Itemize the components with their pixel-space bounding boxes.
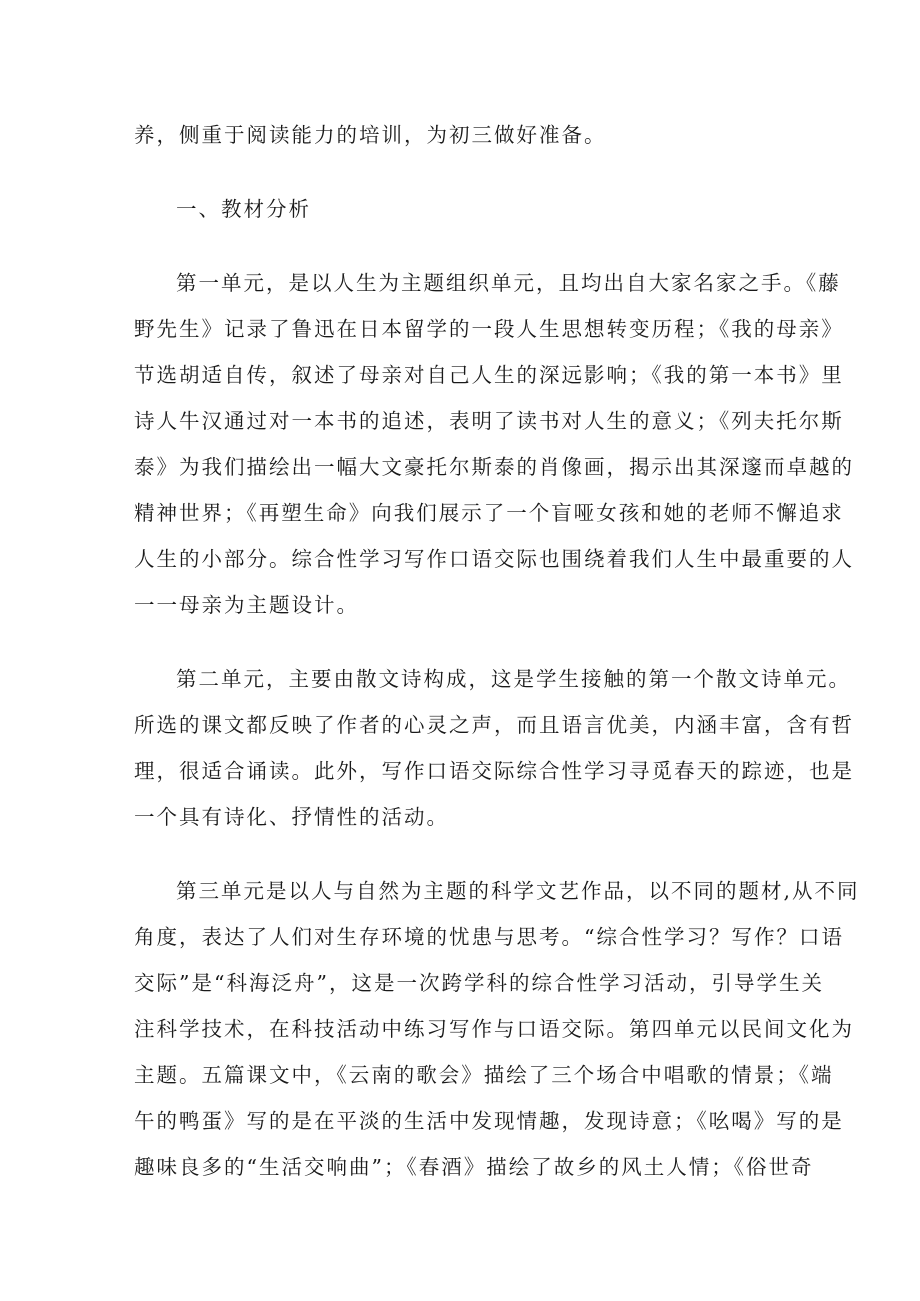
paragraph-continuation	[134, 112, 782, 158]
text-line: 养，侧重于阅读能力的培训，为初三做好准备。	[134, 123, 607, 147]
text-line: 理，很适合诵读。此外，写作口语交际综合性学习寻觅春天的踪迹，也是	[134, 759, 854, 783]
text-line: 一一母亲为主题设计。	[134, 593, 359, 617]
text-line: 注科学技术，在科技活动中练习写作与口语交际。第四单元以民间文化为	[134, 1017, 854, 1041]
text-line: 主题。五篇课文中，《云南的歌会》描绘了三个场合中唱歌的情景；《端	[134, 1063, 834, 1087]
text-line: 人生的小部分。综合性学习写作口语交际也围绕着我们人生中最重要的人	[134, 547, 854, 571]
text-line: 角度，表达了人们对生存环境的忧患与思考。“综合性学习？写作？口语	[134, 925, 844, 949]
text-line: 精神世界；《再塑生命》向我们展示了一个盲哑女孩和她的老师不懈追求	[134, 501, 844, 525]
text-line: 野先生》记录了鲁迅在日本留学的一段人生思想转变历程；《我的母亲》	[134, 317, 844, 341]
text-line: 诗人牛汉通过对一本书的追述，表明了读书对人生的意义；《列夫托尔斯	[134, 409, 844, 433]
paragraph-unit-one	[134, 260, 854, 628]
text-line: 第三单元是以人与自然为主题的科学文艺作品，以不同的题材,从不同	[176, 879, 860, 903]
heading-text: 一、教材分析	[176, 197, 311, 221]
text-line: 交际”是“科海泛舟”，这是一次跨学科的综合性学习活动，引导学生关	[134, 971, 824, 995]
text-line: 午的鸭蛋》写的是在平淡的生活中发现情趣，发现诗意；《吆喝》写的是	[134, 1109, 844, 1133]
text-line: 第二单元，主要由散文诗构成，这是学生接触的第一个散文诗单元。	[176, 667, 851, 691]
text-line: 一个具有诗化、抒情性的活动。	[134, 805, 449, 829]
text-line: 所选的课文都反映了作者的心灵之声，而且语言优美，内涵丰富，含有哲	[134, 713, 854, 737]
paragraph-unit-two	[134, 656, 854, 840]
text-line: 趣味良多的“生活交响曲”；《春酒》描绘了故乡的风土人情；《俗世奇	[134, 1155, 814, 1179]
text-line: 泰》为我们描绘出一幅大文豪托尔斯泰的肖像画，揭示出其深邃而卓越的	[134, 455, 854, 479]
document-body	[134, 112, 860, 1218]
text-line: 第一单元，是以人生为主题组织单元，且均出自大家名家之手。《藤	[176, 271, 841, 295]
section-heading	[134, 186, 782, 232]
paragraph-unit-three	[134, 868, 860, 1190]
text-line: 节选胡适自传，叙述了母亲对自己人生的深远影响；《我的第一本书》里	[134, 363, 844, 387]
